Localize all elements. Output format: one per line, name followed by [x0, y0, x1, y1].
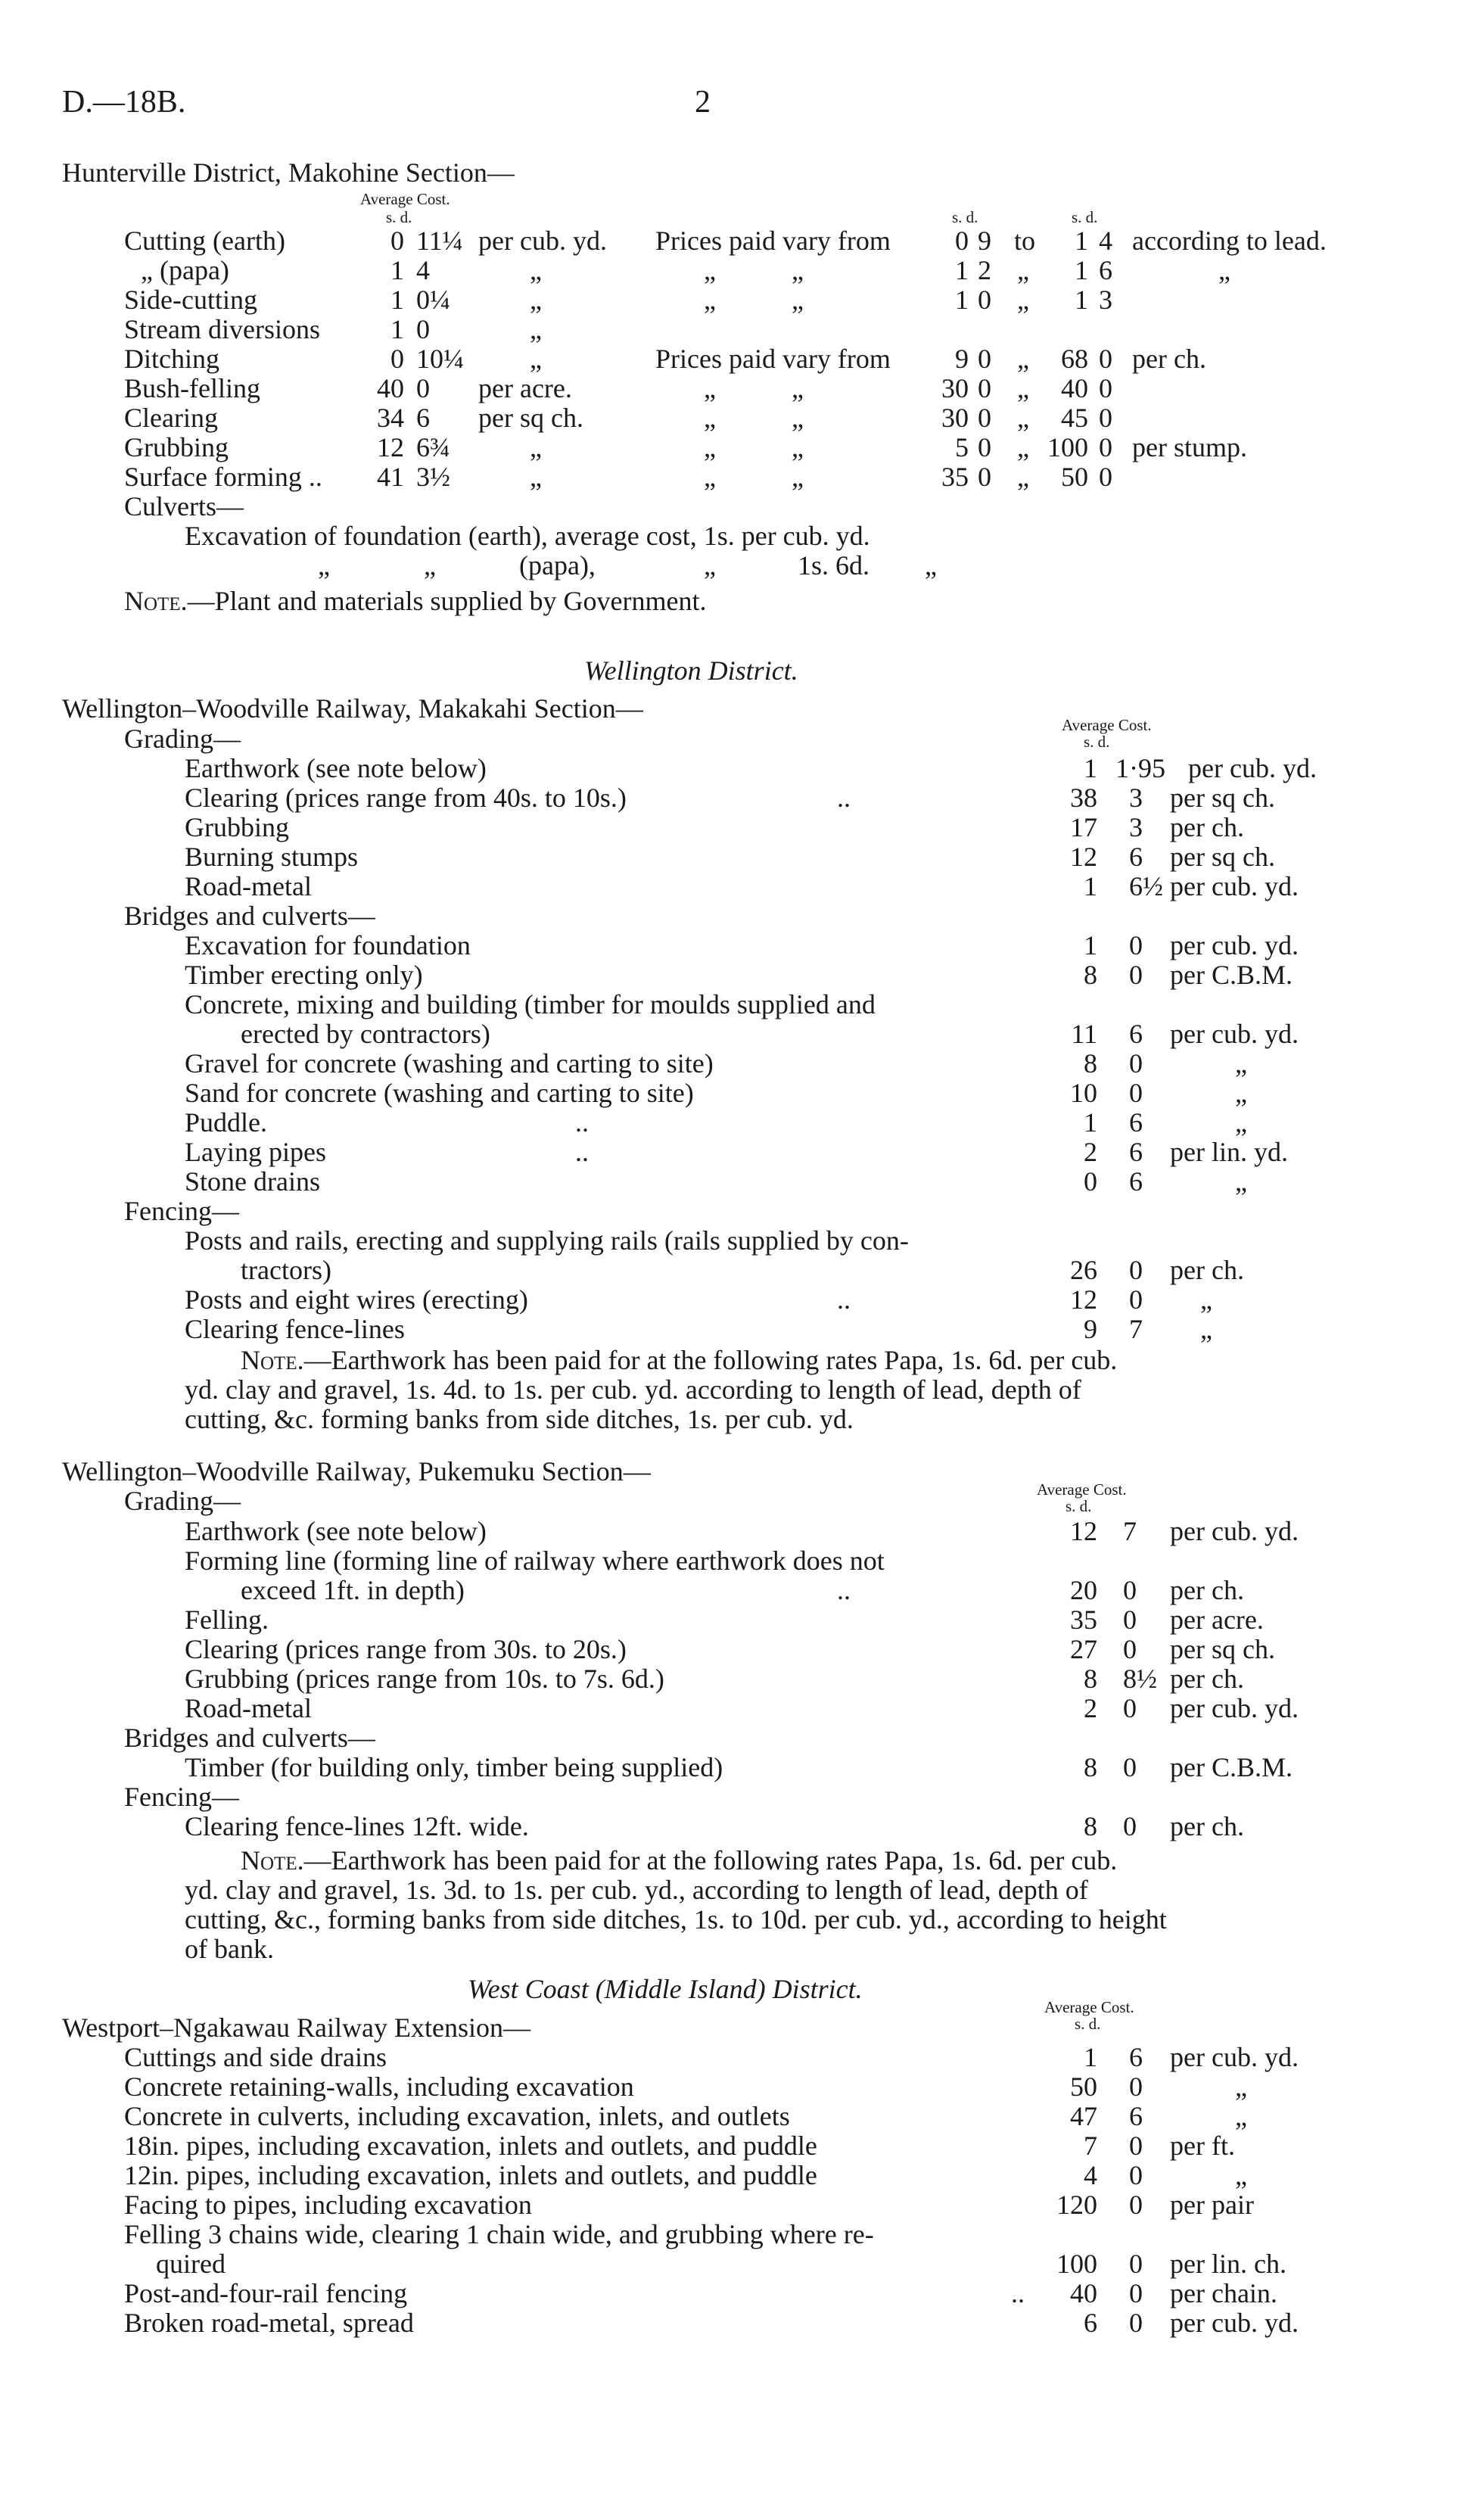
- row-item: Clearing: [124, 403, 218, 433]
- row-shillings: 20: [1070, 1575, 1097, 1605]
- row-pence: 0: [1123, 1752, 1137, 1782]
- row-item: Felling.: [185, 1605, 269, 1635]
- note-text: —Earthwork has been paid for at the following rates Papa, 1s. 6d. per cub.: [303, 1845, 1118, 1875]
- row-shillings: 0: [390, 226, 404, 256]
- row-pence: 1·95: [1115, 753, 1165, 783]
- sd-label-range-from: s. d.: [952, 208, 978, 226]
- row-item: Sand for concrete (washing and carting to site): [185, 1078, 694, 1108]
- row-to-s: 100: [1047, 432, 1088, 462]
- row-unit: per cub. yd.: [1170, 1693, 1299, 1723]
- row-pence: 6: [416, 403, 430, 433]
- section-title-westport: Westport–Ngakawau Railway Extension—: [62, 2012, 530, 2043]
- note-text: —Plant and materials supplied by Government.: [187, 586, 707, 616]
- row-item: Concrete in culverts, including excavation, inlets, and outlets: [124, 2101, 790, 2131]
- row-pence: 8½: [1123, 1664, 1157, 1694]
- row-shillings: 4: [1084, 2160, 1097, 2190]
- row-unit: „: [1235, 1078, 1247, 1108]
- row-prices-ditto: „: [704, 432, 716, 462]
- fencing-heading: Fencing—: [124, 1196, 239, 1226]
- row-item-line2: erected by contractors): [241, 1019, 490, 1049]
- sd-label: s. d.: [1084, 733, 1110, 751]
- row-from-s: 0: [955, 226, 969, 256]
- row-item: Timber (for building only, timber being supplied): [185, 1752, 723, 1782]
- note-line: yd. clay and gravel, 1s. 3d. to 1s. per cub. yd., according to length of lead, depth of: [185, 1875, 1088, 1905]
- row-shillings: 1: [1084, 2042, 1097, 2072]
- average-cost-label: Average Cost.: [360, 190, 450, 208]
- row-shillings: 2: [1084, 1693, 1097, 1723]
- row-shillings: 1: [1084, 930, 1097, 960]
- row-item: Surface forming ..: [124, 462, 322, 492]
- row-unit: „: [1235, 1048, 1247, 1079]
- row-unit: per ch.: [1170, 1575, 1244, 1605]
- section-title-makakahi: Wellington–Woodville Railway, Makakahi Section—: [62, 693, 643, 724]
- bridges-heading: Bridges and culverts—: [124, 901, 375, 931]
- row-unit: „: [530, 344, 542, 374]
- row-shillings: 100: [1056, 2249, 1097, 2279]
- ditto-mark: „: [704, 550, 716, 581]
- row-shillings: 11: [1071, 1019, 1097, 1049]
- row-note: according to lead.: [1132, 226, 1327, 256]
- row-to: „: [1017, 432, 1029, 462]
- row-shillings: 47: [1070, 2101, 1097, 2131]
- note-text: —Earthwork has been paid for at the following rates Papa, 1s. 6d. per cub.: [303, 1345, 1118, 1375]
- row-prices-ditto: „: [704, 403, 716, 433]
- row-item: Post-and-four-rail fencing: [124, 2278, 408, 2308]
- row-item-line2: quired: [156, 2249, 226, 2279]
- row-from-d: 0: [978, 373, 991, 403]
- row-shillings: 12: [1070, 1516, 1097, 1546]
- row-to-d: 0: [1099, 344, 1112, 374]
- row-shillings: 9: [1084, 1314, 1097, 1344]
- row-pence: 6: [1129, 2042, 1143, 2072]
- row-shillings: 12: [1070, 1284, 1097, 1315]
- row-pence: 0: [1129, 1048, 1143, 1079]
- row-shillings: 8: [1084, 1048, 1097, 1079]
- culvert-papa: (papa),: [519, 550, 596, 581]
- row-item-line2: tractors): [241, 1255, 331, 1285]
- row-prices-ditto: „: [792, 373, 804, 403]
- row-shillings: 8: [1084, 1752, 1097, 1782]
- row-unit: per ft.: [1170, 2131, 1235, 2161]
- section-title-pukemuku: Wellington–Woodville Railway, Pukemuku Section—: [62, 1456, 651, 1486]
- row-pence: 6: [1129, 1107, 1143, 1138]
- row-to: „: [1017, 285, 1029, 315]
- row-item: Road-metal: [185, 1693, 312, 1723]
- row-unit: „: [530, 314, 542, 344]
- row-pence: 3: [1129, 783, 1143, 813]
- row-shillings: 1: [390, 285, 404, 315]
- row-item: Side-cutting: [124, 285, 257, 315]
- row-unit: per chain.: [1170, 2278, 1277, 2308]
- ditto-mark: „: [318, 550, 330, 581]
- row-pence: 6: [1129, 1019, 1143, 1049]
- row-shillings: 1: [1084, 1107, 1097, 1138]
- row-from-d: 0: [978, 403, 991, 433]
- row-unit: per cub. yd.: [1170, 2308, 1299, 2338]
- row-unit: per lin. ch.: [1170, 2249, 1286, 2279]
- row-prices-ditto: „: [792, 255, 804, 285]
- row-to-d: 0: [1099, 373, 1112, 403]
- sd-label-range-to: s. d.: [1072, 208, 1098, 226]
- row-from-d: 2: [978, 255, 991, 285]
- row-unit: per C.B.M.: [1170, 960, 1293, 990]
- row-item: Broken road-metal, spread: [124, 2308, 414, 2338]
- row-item: Bush-felling: [124, 373, 260, 403]
- row-shillings: 7: [1084, 2131, 1097, 2161]
- row-item: Stream diversions: [124, 314, 320, 344]
- row-item: Burning stumps: [185, 842, 359, 872]
- row-pence: 0: [1129, 960, 1143, 990]
- row-pence: 0: [416, 314, 430, 344]
- row-unit: per sq ch.: [1170, 1634, 1275, 1664]
- row-shillings: 1: [1084, 871, 1097, 901]
- row-pence: 7: [1123, 1516, 1137, 1546]
- note-line: of bank.: [185, 1934, 274, 1964]
- row-pence: 11¼: [416, 226, 463, 256]
- row-shillings: 35: [1070, 1605, 1097, 1635]
- row-to-s: 1: [1075, 226, 1088, 256]
- note-label: Note.: [241, 1845, 304, 1875]
- row-pence: 6: [1129, 842, 1143, 872]
- row-pence: 10¼: [416, 344, 464, 374]
- grading-heading: Grading—: [124, 724, 241, 754]
- row-to: „: [1017, 403, 1029, 433]
- row-shillings: 40: [1070, 2278, 1097, 2308]
- row-item: Clearing (prices range from 30s. to 20s.): [185, 1634, 627, 1664]
- row-item: Facing to pipes, including excavation: [124, 2190, 532, 2220]
- sd-label: s. d.: [386, 208, 412, 226]
- row-pence: 3½: [416, 462, 450, 492]
- row-shillings: 8: [1084, 960, 1097, 990]
- row-unit: per cub. yd.: [1170, 871, 1299, 901]
- row-prices-ditto: „: [704, 285, 716, 315]
- leader-dots: ..: [575, 1107, 589, 1138]
- row-to: to: [1014, 226, 1036, 256]
- row-item: Earthwork (see note below): [185, 753, 487, 783]
- row-pence: 6¾: [416, 432, 450, 462]
- row-unit: „: [1235, 1166, 1247, 1197]
- row-pence: 0: [1129, 2131, 1143, 2161]
- row-unit: „: [1235, 1107, 1247, 1138]
- row-pence: 0: [1129, 1078, 1143, 1108]
- row-unit: per ch.: [1170, 812, 1244, 842]
- row-item: Clearing fence-lines: [185, 1314, 405, 1344]
- row-to-s: 40: [1061, 373, 1088, 403]
- leader-dots: ..: [837, 783, 851, 813]
- row-item: Posts and eight wires (erecting): [185, 1284, 528, 1315]
- row-from-d: 0: [978, 344, 991, 374]
- row-unit: per C.B.M.: [1170, 1752, 1293, 1782]
- row-shillings: 1: [1084, 753, 1097, 783]
- row-shillings: 0: [390, 344, 404, 374]
- row-unit: „: [1235, 2101, 1247, 2131]
- row-pence: 0: [416, 373, 430, 403]
- average-cost-label: Average Cost.: [1044, 1998, 1134, 2016]
- row-unit: „: [530, 285, 542, 315]
- row-from-s: 5: [955, 432, 969, 462]
- row-item-line1: Forming line (forming line of railway where earthwork does not: [185, 1545, 885, 1576]
- row-unit: per sq ch.: [1170, 842, 1275, 872]
- row-pence: 0: [1123, 1634, 1137, 1664]
- row-pence: 4: [416, 255, 430, 285]
- row-from-s: 1: [955, 285, 969, 315]
- row-shillings: 8: [1084, 1664, 1097, 1694]
- district-heading-west-coast: West Coast (Middle Island) District.: [468, 1974, 863, 2004]
- row-unit: per cub. yd.: [1170, 2042, 1299, 2072]
- row-pence: 6½: [1129, 871, 1163, 901]
- row-unit: per sq ch.: [478, 403, 583, 433]
- row-item: Cuttings and side drains: [124, 2042, 387, 2072]
- row-shillings: 41: [377, 462, 404, 492]
- row-unit: per cub. yd.: [478, 226, 607, 256]
- row-item: Clearing (prices range from 40s. to 10s.): [185, 783, 627, 813]
- row-from-s: 30: [941, 403, 969, 433]
- row-prices-ditto: „: [792, 462, 804, 492]
- doc-reference: D.—18B.: [62, 85, 186, 120]
- row-unit: per cub. yd.: [1170, 1516, 1299, 1546]
- row-item: Earthwork (see note below): [185, 1516, 487, 1546]
- row-item: 18in. pipes, including excavation, inlets and outlets, and puddle: [124, 2131, 817, 2161]
- row-shillings: 50: [1070, 2072, 1097, 2102]
- row-to: „: [1017, 373, 1029, 403]
- row-unit: „: [1235, 2160, 1247, 2190]
- row-to-d: 0: [1099, 403, 1112, 433]
- row-shillings: 6: [1084, 2308, 1097, 2338]
- row-note: „: [1218, 255, 1230, 285]
- row-item: Clearing fence-lines 12ft. wide.: [185, 1811, 529, 1841]
- row-item-line1: Posts and rails, erecting and supplying rails (rails supplied by con-: [185, 1225, 909, 1256]
- row-note: per stump.: [1132, 432, 1247, 462]
- row-unit: per cub. yd.: [1170, 930, 1299, 960]
- note-label: Note.: [241, 1345, 304, 1375]
- sd-label: s. d.: [1075, 2015, 1101, 2033]
- row-pence: 0: [1129, 2190, 1143, 2220]
- row-unit: „: [1235, 2072, 1247, 2102]
- row-pence: 0¼: [416, 285, 450, 315]
- row-shillings: 17: [1070, 812, 1097, 842]
- row-pence: 0: [1129, 1284, 1143, 1315]
- note-line: [241, 1847, 1117, 1874]
- row-item: Gravel for concrete (washing and carting to site): [185, 1048, 714, 1079]
- row-item-line1: Felling 3 chains wide, clearing 1 chain wide, and grubbing where re-: [124, 2219, 874, 2249]
- row-pence: 0: [1129, 1255, 1143, 1285]
- row-to-d: 6: [1099, 255, 1112, 285]
- row-pence: 0: [1123, 1605, 1137, 1635]
- row-shillings: 8: [1084, 1811, 1097, 1841]
- row-prices-ditto: „: [792, 285, 804, 315]
- row-item: Stone drains: [185, 1166, 320, 1197]
- sd-label: s. d.: [1066, 1497, 1092, 1515]
- row-item: Laying pipes: [185, 1137, 326, 1167]
- row-item-line1: Concrete, mixing and building (timber for moulds supplied and: [185, 989, 876, 1019]
- row-unit: per cub. yd.: [1188, 753, 1317, 783]
- ditto-mark: „: [424, 550, 436, 581]
- bridges-heading: Bridges and culverts—: [124, 1723, 375, 1753]
- row-unit: per lin. yd.: [1170, 1137, 1288, 1167]
- row-from-d: 0: [978, 285, 991, 315]
- row-unit: „: [1200, 1284, 1212, 1315]
- row-item: Concrete retaining-walls, including excavation: [124, 2072, 634, 2102]
- row-to-s: 50: [1061, 462, 1088, 492]
- row-unit: per cub. yd.: [1170, 1019, 1299, 1049]
- row-to-d: 4: [1099, 226, 1112, 256]
- row-to: „: [1017, 462, 1029, 492]
- row-from-s: 1: [955, 255, 969, 285]
- row-pence: 0: [1129, 2160, 1143, 2190]
- row-shillings: 12: [1070, 842, 1097, 872]
- row-to-d: 0: [1099, 432, 1112, 462]
- row-prices-label: Prices paid vary from: [655, 226, 891, 256]
- row-pence: 6: [1129, 1137, 1143, 1167]
- row-item: Road-metal: [185, 871, 312, 901]
- section-title-hunterville: Hunterville District, Makohine Section—: [62, 157, 515, 188]
- row-unit-ditto: „: [530, 255, 542, 285]
- row-shillings: 12: [377, 432, 404, 462]
- row-shillings: 27: [1070, 1634, 1097, 1664]
- fencing-heading: Fencing—: [124, 1782, 239, 1812]
- row-prices-ditto: „: [704, 373, 716, 403]
- row-prices-label: Prices paid vary from: [655, 344, 891, 374]
- row-item: Timber erecting only): [185, 960, 423, 990]
- note-line: [241, 1346, 1117, 1374]
- culvert-earth-line: Excavation of foundation (earth), average cost, 1s. per cub. yd.: [185, 521, 870, 551]
- row-item: „ (papa): [141, 255, 229, 285]
- row-unit: „: [530, 462, 542, 492]
- row-shillings: 1: [390, 314, 404, 344]
- row-prices-ditto: „: [704, 255, 716, 285]
- row-shillings: 26: [1070, 1255, 1097, 1285]
- grading-heading: Grading—: [124, 1486, 241, 1516]
- row-pence: 0: [1129, 930, 1143, 960]
- row-prices-ditto: „: [792, 403, 804, 433]
- row-shillings: 10: [1070, 1078, 1097, 1108]
- row-pence: 0: [1129, 2278, 1143, 2308]
- row-item: Grubbing: [185, 812, 289, 842]
- row-unit: „: [530, 432, 542, 462]
- row-shillings: 2: [1084, 1137, 1097, 1167]
- row-to: „: [1017, 344, 1029, 374]
- culvert-papa-cost: 1s. 6d.: [798, 550, 870, 581]
- row-pence: 6: [1129, 1166, 1143, 1197]
- row-pence: 3: [1129, 812, 1143, 842]
- district-heading-wellington: Wellington District.: [584, 655, 798, 686]
- row-pence: 7: [1129, 1314, 1143, 1344]
- leader-dots: ..: [837, 1575, 851, 1605]
- row-item: Grubbing: [124, 432, 229, 462]
- culverts-heading: Culverts—: [124, 491, 244, 521]
- row-from-s: 9: [955, 344, 969, 374]
- row-from-d: 0: [978, 432, 991, 462]
- row-item: 12in. pipes, including excavation, inlets and outlets, and puddle: [124, 2160, 817, 2190]
- row-pence: 0: [1123, 1693, 1137, 1723]
- row-to-s: 1: [1075, 255, 1088, 285]
- row-pence: 6: [1129, 2101, 1143, 2131]
- row-from-s: 35: [941, 462, 969, 492]
- row-to-d: 0: [1099, 462, 1112, 492]
- row-shillings: 120: [1056, 2190, 1097, 2220]
- row-pence: 0: [1129, 2072, 1143, 2102]
- row-shillings: 0: [1084, 1166, 1097, 1197]
- row-prices-ditto: „: [704, 462, 716, 492]
- row-item: Excavation for foundation: [185, 930, 471, 960]
- leader-dots: ..: [575, 1137, 589, 1167]
- row-item: Puddle.: [185, 1107, 268, 1138]
- note-paragraph: [124, 587, 706, 615]
- row-unit: per acre.: [1170, 1605, 1264, 1635]
- row-shillings: 34: [377, 403, 404, 433]
- note-label: Note.: [124, 586, 188, 616]
- row-unit: per sq ch.: [1170, 783, 1275, 813]
- row-item: Cutting (earth): [124, 226, 285, 256]
- average-cost-label: Average Cost.: [1062, 716, 1152, 734]
- row-from-s: 30: [941, 373, 969, 403]
- row-unit: per ch.: [1170, 1255, 1244, 1285]
- row-unit: „: [1200, 1314, 1212, 1344]
- row-shillings: 40: [377, 373, 404, 403]
- note-line: cutting, &c., forming banks from side ditches, 1s. to 10d. per cub. yd., according to height: [185, 1904, 1167, 1935]
- ditto-mark: „: [925, 550, 937, 581]
- row-unit: per ch.: [1170, 1664, 1244, 1694]
- row-prices-ditto: „: [792, 432, 804, 462]
- row-unit: per pair: [1170, 2190, 1254, 2220]
- row-to: „: [1017, 255, 1029, 285]
- row-unit: per ch.: [1170, 1811, 1244, 1841]
- row-from-d: 9: [978, 226, 991, 256]
- note-line: yd. clay and gravel, 1s. 4d. to 1s. per cub. yd. according to length of lead, depth of: [185, 1374, 1081, 1405]
- row-note: per ch.: [1132, 344, 1206, 374]
- row-pence: 0: [1123, 1575, 1137, 1605]
- row-shillings: 1: [390, 255, 404, 285]
- row-item: Ditching: [124, 344, 219, 374]
- row-shillings: 38: [1070, 783, 1097, 813]
- leader-dots: ..: [1011, 2278, 1025, 2308]
- average-cost-label: Average Cost.: [1037, 1480, 1127, 1499]
- row-to-s: 68: [1061, 344, 1088, 374]
- row-to-s: 45: [1061, 403, 1088, 433]
- row-to-d: 3: [1099, 285, 1112, 315]
- row-pence: 0: [1129, 2308, 1143, 2338]
- row-pence: 0: [1123, 1811, 1137, 1841]
- row-to-s: 1: [1075, 285, 1088, 315]
- leader-dots: ..: [837, 1284, 851, 1315]
- row-pence: 0: [1129, 2249, 1143, 2279]
- row-unit: per acre.: [478, 373, 572, 403]
- row-item: Grubbing (prices range from 10s. to 7s. 6d.): [185, 1664, 664, 1694]
- note-line: cutting, &c. forming banks from side ditches, 1s. per cub. yd.: [185, 1404, 854, 1434]
- page-number: 2: [695, 85, 711, 120]
- row-from-d: 0: [978, 462, 991, 492]
- row-item-line2: exceed 1ft. in depth): [241, 1575, 465, 1605]
